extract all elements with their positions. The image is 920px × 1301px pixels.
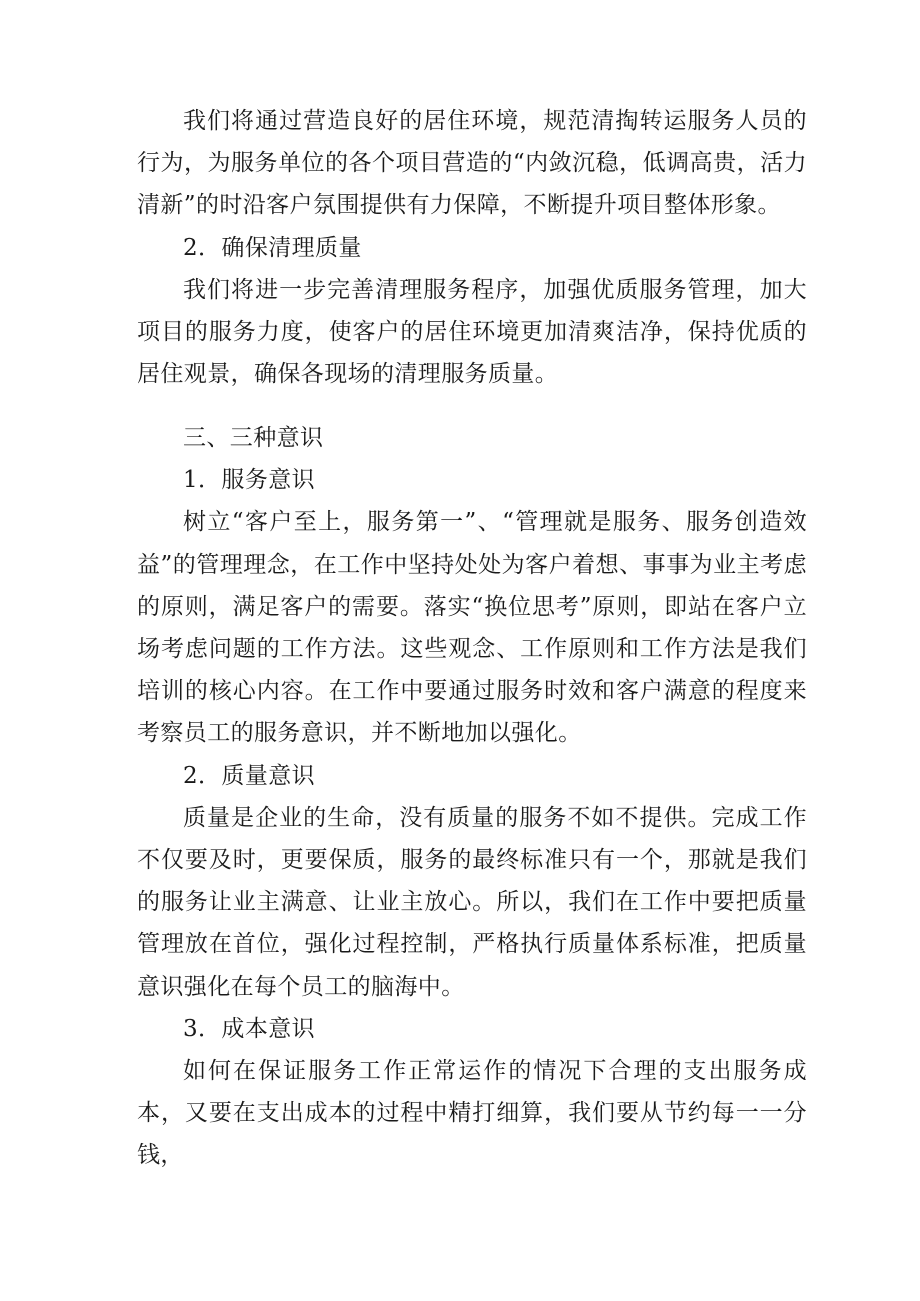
heading-service-awareness: 1．服务意识 — [183, 467, 316, 494]
paragraph-cost-awareness: 如何在保证服务工作正常运作的情况下合理的支出服务成本，又要在支出成本的过程中精打细算，我们要从节约每一一分钱， — [137, 1058, 807, 1169]
paragraph-quality-awareness: 质量是企业的生命，没有质量的服务不如不提供。完成工作不仅要及时，更要保质，服务的最终标准只有一个，那就是我们的服务让业主满意、让业主放心。所以，我们在工作中要把质量管理放在首位，强化过程控制，严格执行质量体系标准，把质量意识强化在每个员工的脑海中。 — [137, 804, 807, 1000]
heading-cost-awareness: 3．成本意识 — [183, 1015, 316, 1042]
section-heading-three-awareness: 三、三种意识 — [183, 425, 324, 451]
heading-ensure-cleaning-quality: 2．确保清理质量 — [183, 234, 362, 261]
text-block-upper — [137, 100, 807, 395]
text-block-lower — [137, 417, 807, 1177]
paragraph-intro: 我们将通过营造良好的居住环境，规范清掏转运服务人员的行为，为服务单位的各个项目营造的“内敛沉稳，低调高贵，活力清新”的时沿客户氛围提供有力保障，不断提升项目整体形象。 — [137, 108, 807, 219]
heading-quality-awareness: 2．质量意识 — [183, 762, 316, 789]
paragraph-service-awareness: 树立“客户至上，服务第一”、“管理就是服务、服务创造效益”的管理理念，在工作中坚持处处为客户着想、事事为业主考虑的原则，满足客户的需要。落实“换位思考”原则，即站在客户立场考虑问题的工作方法。这些观念、工作原则和工作方法是我们培训的核心内容。在工作中要通过服务时效和客户满意的程度来考察员工的服务意识，并不断地加以强化。 — [137, 509, 807, 747]
paragraph-ensure-cleaning-quality: 我们将进一步完善清理服务程序，加强优质服务管理，加大项目的服务力度，使客户的居住环境更加清爽洁净，保持优质的居住观景，确保各现场的清理服务质量。 — [137, 276, 807, 388]
